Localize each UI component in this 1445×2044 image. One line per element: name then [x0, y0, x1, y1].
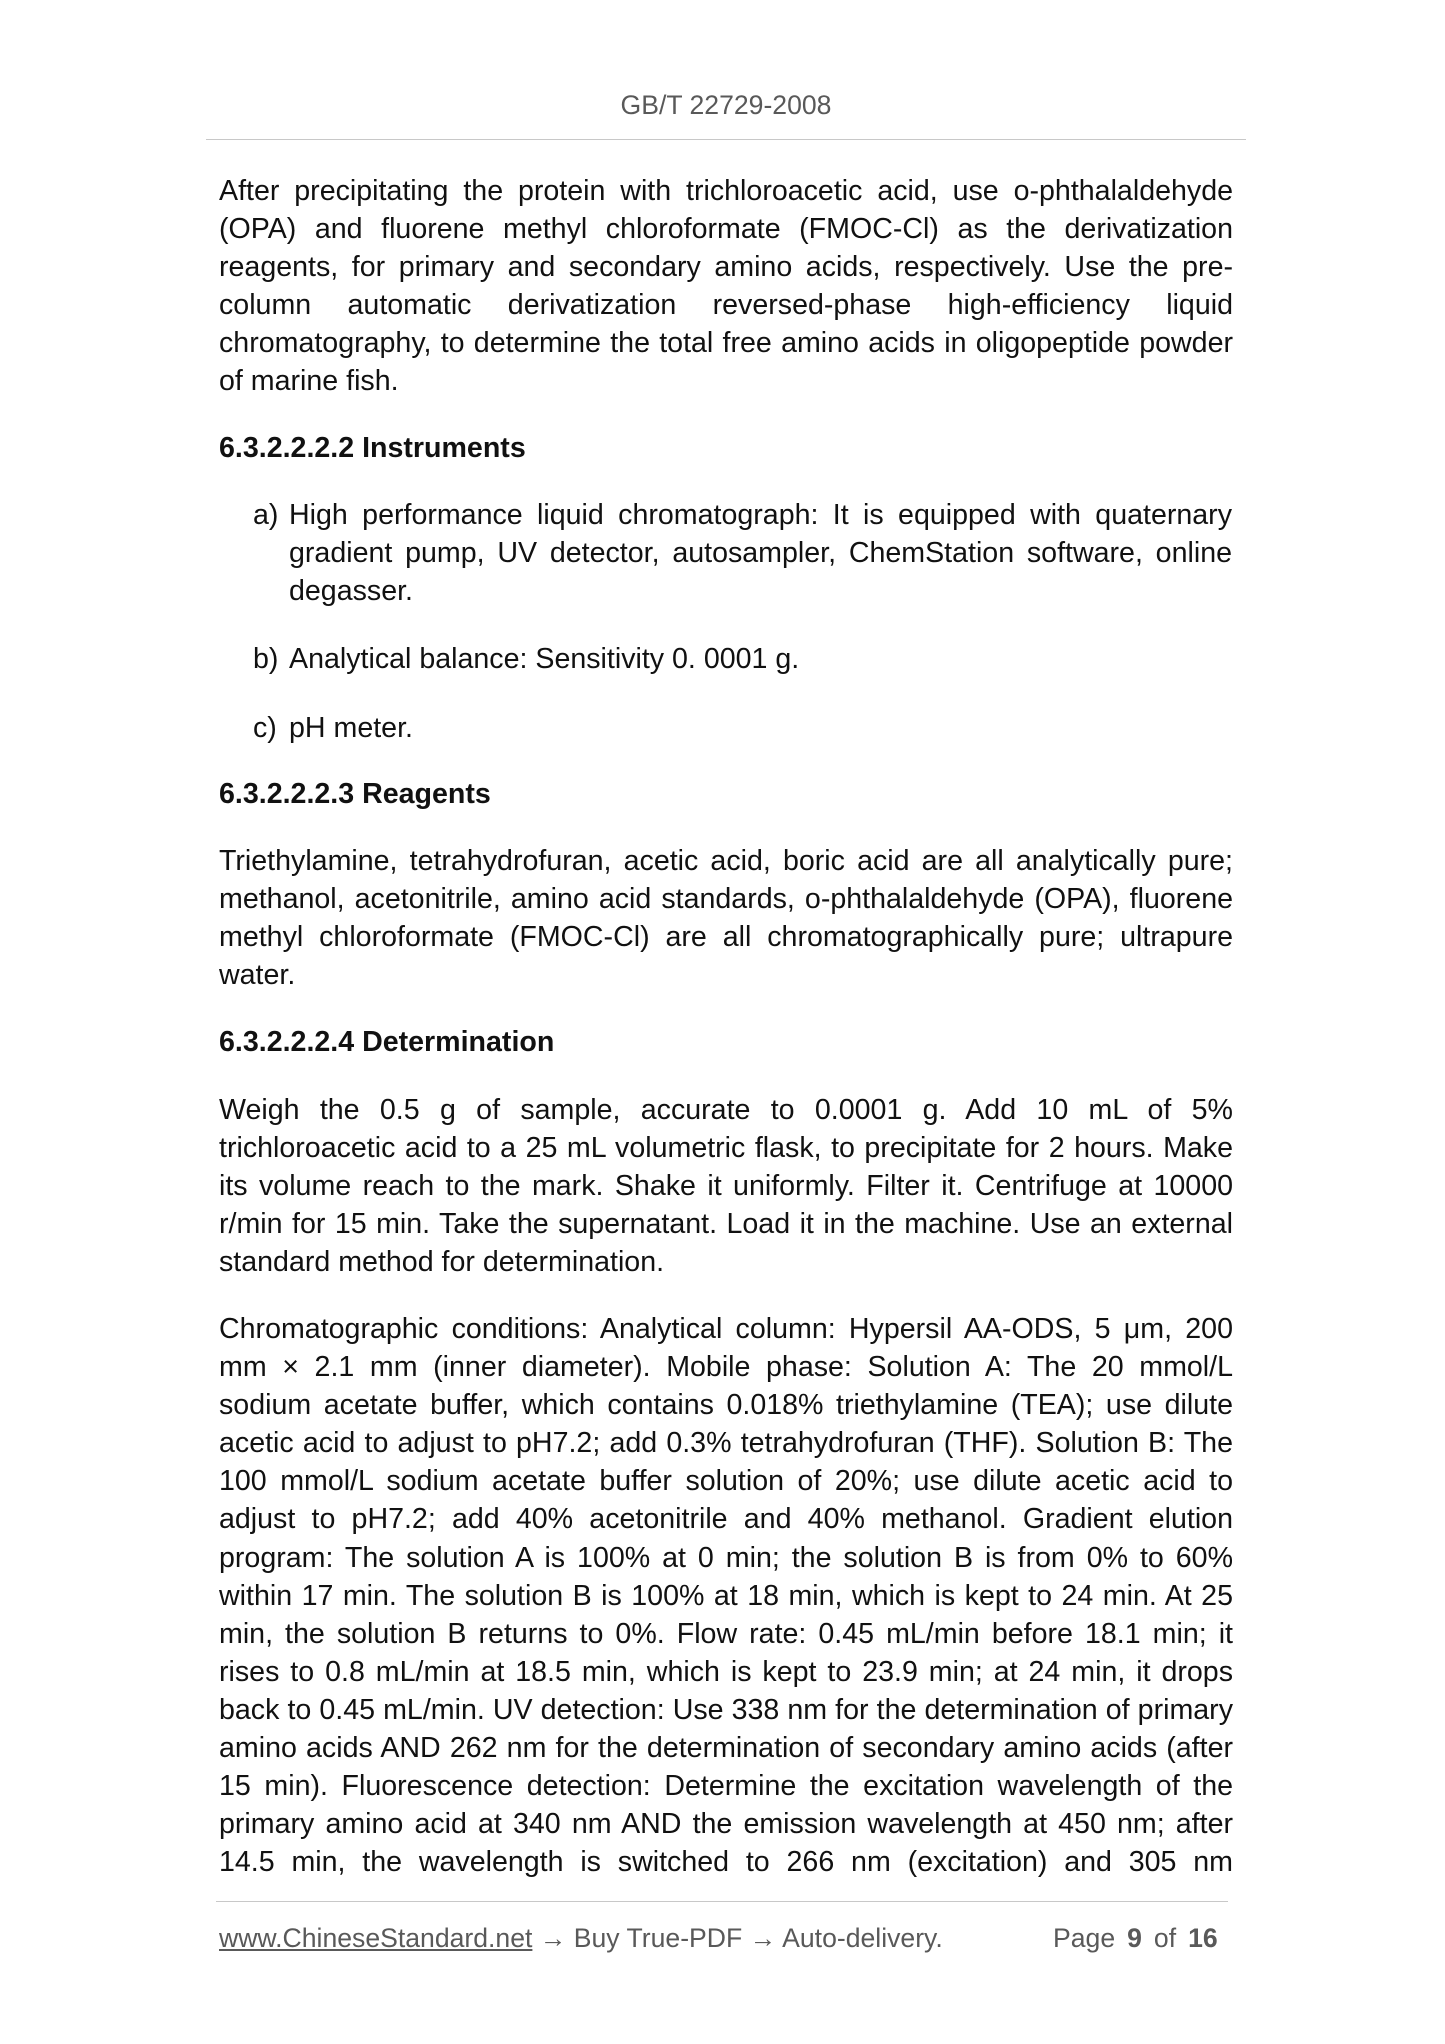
text-line: r/min for 15 min. Take the supernatant. Load it in the machine. Use an external	[219, 1208, 1233, 1241]
text-line: 14.5 min, the wavelength is switched to 266 nm (excitation) and 305 nm	[219, 1846, 1233, 1879]
section-heading-instruments: 6.3.2.2.2.2 Instruments	[219, 432, 526, 464]
text-line: mm × 2.1 mm (inner diameter). Mobile phase: Solution A: The 20 mmol/L	[219, 1351, 1233, 1384]
text-line: reagents, for primary and secondary amino acids, respectively. Use the pre-	[219, 251, 1233, 284]
text-line: Triethylamine, tetrahydrofuran, acetic acid, boric acid are all analytically pure;	[219, 845, 1233, 877]
page-label: Page	[1053, 1923, 1116, 1953]
text-line: standard method for determination.	[219, 1246, 665, 1279]
paragraph-procedure	[219, 1091, 1233, 1281]
text-line: of marine fish.	[219, 365, 399, 398]
list-item-a	[253, 496, 1232, 610]
text-line: water.	[219, 959, 296, 992]
text-line: acetic acid to adjust to pH7.2; add 0.3% tetrahydrofuran (THF). Solution B: The	[219, 1427, 1233, 1460]
text-line: primary amino acid at 340 nm AND the emission wavelength at 450 nm; after	[219, 1808, 1233, 1841]
footer-rule	[216, 1901, 1228, 1902]
text-line: Weigh the 0.5 g of sample, accurate to 0.0001 g. Add 10 mL of 5%	[219, 1094, 1233, 1126]
text-line: amino acids AND 262 nm for the determination of secondary amino acids (after	[219, 1732, 1233, 1765]
section-heading-determination: 6.3.2.2.2.4 Determination	[219, 1026, 555, 1058]
text-line: chromatography, to determine the total free amino acids in oligopeptide powder	[219, 327, 1233, 360]
text-line: After precipitating the protein with trichloroacetic acid, use o-phthalaldehyde	[219, 175, 1233, 207]
list-marker: b)	[253, 643, 279, 675]
text-line: High performance liquid chromatograph: It is equipped with quaternary	[289, 499, 1232, 531]
text-line: within 17 min. The solution B is 100% at 18 min, which is kept to 24 min. At 25	[219, 1579, 1233, 1612]
text-line: 15 min). Fluorescence detection: Determine the excitation wavelength of the	[219, 1770, 1233, 1803]
text-line: pH meter.	[289, 712, 413, 744]
page-indicator	[1053, 1919, 1218, 1957]
text-line: methanol, acetonitrile, amino acid standards, o-phthalaldehyde (OPA), fluorene	[219, 883, 1233, 916]
text-line: its volume reach to the mark. Shake it uniformly. Filter it. Centrifuge at 10000	[219, 1170, 1233, 1203]
text-line: back to 0.45 mL/min. UV detection: Use 338 nm for the determination of primary	[219, 1693, 1233, 1726]
list-item-text	[289, 496, 1232, 610]
text-line: Analytical balance: Sensitivity 0. 0001 g.	[289, 643, 800, 675]
text-line: 100 mmol/L sodium acetate buffer solution of 20%; use dilute acetic acid to	[219, 1465, 1233, 1498]
text-line: gradient pump, UV detector, autosampler, ChemStation software, online	[289, 537, 1232, 570]
page-number: 9	[1127, 1923, 1142, 1953]
list-item-text	[289, 709, 1232, 747]
header-rule	[206, 139, 1246, 140]
paragraph-principle	[219, 172, 1233, 401]
paragraph-reagents	[219, 842, 1233, 994]
page-of-label: of	[1153, 1923, 1177, 1953]
list-marker: a)	[253, 499, 279, 531]
website-link[interactable]: www.ChineseStandard.net	[219, 1923, 533, 1953]
list-marker: c)	[253, 712, 277, 744]
text-line: program: The solution A is 100% at 0 min; the solution B is from 0% to 60%	[219, 1541, 1233, 1574]
list-item-b	[253, 640, 1232, 678]
text-line: column automatic derivatization reversed-phase high-efficiency liquid	[219, 289, 1233, 322]
text-line: Chromatographic conditions: Analytical column: Hypersil AA-ODS, 5 μm, 200	[219, 1313, 1233, 1345]
page-total: 16	[1188, 1923, 1218, 1953]
footer-promo-text: → Buy True-PDF → Auto-delivery.	[539, 1923, 943, 1953]
running-header-title: GB/T 22729-2008	[620, 90, 832, 120]
text-line: trichloroacetic acid to a 25 mL volumetric flask, to precipitate for 2 hours. Make	[219, 1132, 1233, 1165]
text-line: min, the solution B returns to 0%. Flow rate: 0.45 mL/min before 18.1 min; it	[219, 1617, 1233, 1650]
text-line: methyl chloroformate (FMOC-Cl) are all chromatographically pure; ultrapure	[219, 921, 1233, 954]
footer-promo	[219, 1919, 943, 1957]
section-heading-reagents: 6.3.2.2.2.3 Reagents	[219, 778, 491, 810]
list-item-c	[253, 709, 1232, 747]
text-line: adjust to pH7.2; add 40% acetonitrile and 40% methanol. Gradient elution	[219, 1503, 1233, 1536]
paragraph-chromatographic-conditions	[219, 1310, 1233, 1881]
text-line: degasser.	[289, 575, 413, 608]
text-line: rises to 0.8 mL/min at 18.5 min, which is kept to 23.9 min; at 24 min, it drops	[219, 1655, 1233, 1688]
list-item-text	[289, 640, 1232, 678]
text-line: sodium acetate buffer, which contains 0.018% triethylamine (TEA); use dilute	[219, 1389, 1233, 1422]
text-line: (OPA) and fluorene methyl chloroformate (FMOC-Cl) as the derivatization	[219, 213, 1233, 246]
